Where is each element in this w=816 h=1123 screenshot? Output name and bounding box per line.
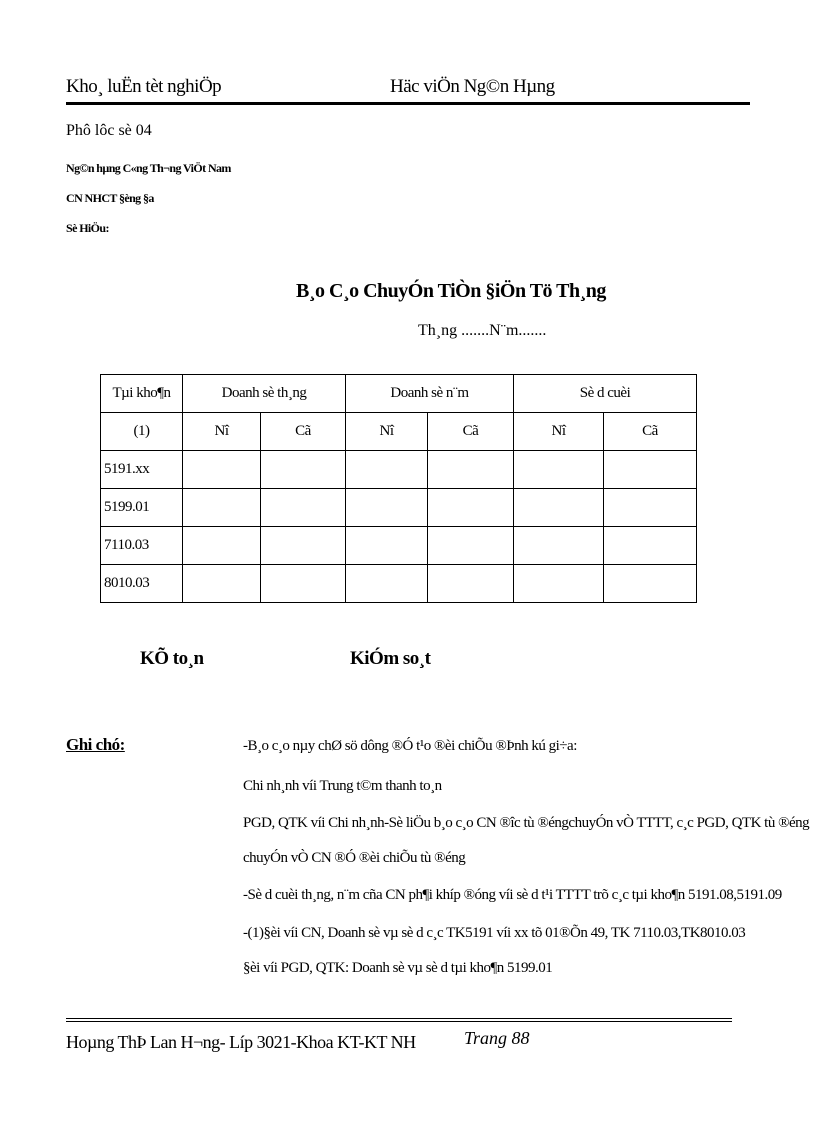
credit-header: Cã xyxy=(604,413,697,451)
footer-rule xyxy=(66,1021,732,1022)
empty-cell xyxy=(346,565,428,603)
account-cell: 7110.03 xyxy=(101,527,183,565)
account-footnote: (1) xyxy=(101,413,183,451)
report-title: B¸o C¸o ChuyÓn TiÒn §iÖn Tö Th¸ng xyxy=(296,280,606,302)
empty-cell xyxy=(428,527,514,565)
note-line: -B¸o c¸o nµy chØ sö dông ®Ó t¹o ®èi chiÕu ®Þnh kú gi÷a: xyxy=(243,738,577,754)
note-line: chuyÓn vÒ CN ®Ó ®èi chiÕu tù ®éng xyxy=(243,850,466,866)
account-header: Tµi kho¶n xyxy=(101,375,183,413)
note-line: PGD, QTK víi Chi nh¸nh-Sè liÖu b¸o c¸o CN ®îc tù ®éngchuyÓn vÒ TTTT, c¸c PGD, QTK tù ®éng xyxy=(243,815,810,831)
table-row xyxy=(101,527,697,565)
header-thesis-label: Kho¸ luËn tèt nghiÖp xyxy=(66,76,222,97)
empty-cell xyxy=(604,489,697,527)
header-academy-label: Häc viÖn Ng©n Hµng xyxy=(390,76,555,97)
table-subheader-row xyxy=(101,413,697,451)
ending-balance-header: Sè d cuèi xyxy=(514,375,697,413)
note-line: Chi nh¸nh víi Trung t©m thanh to¸n xyxy=(243,778,442,794)
empty-cell xyxy=(604,527,697,565)
credit-header: Cã xyxy=(428,413,514,451)
empty-cell xyxy=(428,489,514,527)
footer-rule xyxy=(66,1018,732,1019)
empty-cell xyxy=(514,489,604,527)
code-label: Sè HiÖu: xyxy=(66,221,109,235)
empty-cell xyxy=(346,451,428,489)
account-cell: 5199.01 xyxy=(101,489,183,527)
empty-cell xyxy=(604,565,697,603)
empty-cell xyxy=(428,451,514,489)
header-rule xyxy=(66,102,750,105)
report-table xyxy=(100,374,697,603)
debit-header: Nî xyxy=(514,413,604,451)
appendix-label: Phô lôc sè 04 xyxy=(66,122,152,139)
empty-cell xyxy=(346,527,428,565)
note-line: -Sè d cuèi th¸ng, n¨m cña CN ph¶i khíp ®óng víi sè d t¹i TTTT trõ c¸c tµi kho¶n 5191.08,5191.09 xyxy=(243,887,782,903)
account-cell: 5191.xx xyxy=(101,451,183,489)
empty-cell xyxy=(183,565,261,603)
debit-header: Nî xyxy=(183,413,261,451)
controller-signature-label: KiÓm so¸t xyxy=(350,648,431,669)
note-line: §èi víi PGD, QTK: Doanh sè vµ sè d tµi kho¶n 5199.01 xyxy=(243,960,553,976)
debit-header: Nî xyxy=(346,413,428,451)
accountant-signature-label: KÕ to¸n xyxy=(140,648,204,669)
account-cell: 8010.03 xyxy=(101,565,183,603)
table-row xyxy=(101,565,697,603)
empty-cell xyxy=(183,527,261,565)
page-number: Trang 88 xyxy=(464,1028,530,1048)
empty-cell xyxy=(183,451,261,489)
monthly-sales-header: Doanh sè th¸ng xyxy=(183,375,346,413)
empty-cell xyxy=(514,527,604,565)
notes-label: Ghi chó: xyxy=(66,735,125,754)
empty-cell xyxy=(183,489,261,527)
bank-name: Ng©n hµng C«ng Th¬ng ViÖt Nam xyxy=(66,161,231,175)
table-header-row xyxy=(101,375,697,413)
empty-cell xyxy=(428,565,514,603)
table-row xyxy=(101,489,697,527)
branch-name: CN NHCT §èng §a xyxy=(66,191,154,205)
credit-header: Cã xyxy=(261,413,346,451)
empty-cell xyxy=(261,527,346,565)
empty-cell xyxy=(261,451,346,489)
table-row xyxy=(101,451,697,489)
empty-cell xyxy=(514,565,604,603)
empty-cell xyxy=(261,565,346,603)
empty-cell xyxy=(346,489,428,527)
empty-cell xyxy=(261,489,346,527)
note-line: -(1)§èi víi CN, Doanh sè vµ sè d c¸c TK5191 víi xx tõ 01®Õn 49, TK 7110.03,TK8010.03 xyxy=(243,925,746,941)
report-period: Th¸ng .......N¨m....... xyxy=(418,322,547,339)
footer-author: Hoµng ThÞ Lan H¬ng- Líp 3021-Khoa KT-KT NH xyxy=(66,1032,416,1052)
yearly-sales-header: Doanh sè n¨m xyxy=(346,375,514,413)
empty-cell xyxy=(604,451,697,489)
empty-cell xyxy=(514,451,604,489)
